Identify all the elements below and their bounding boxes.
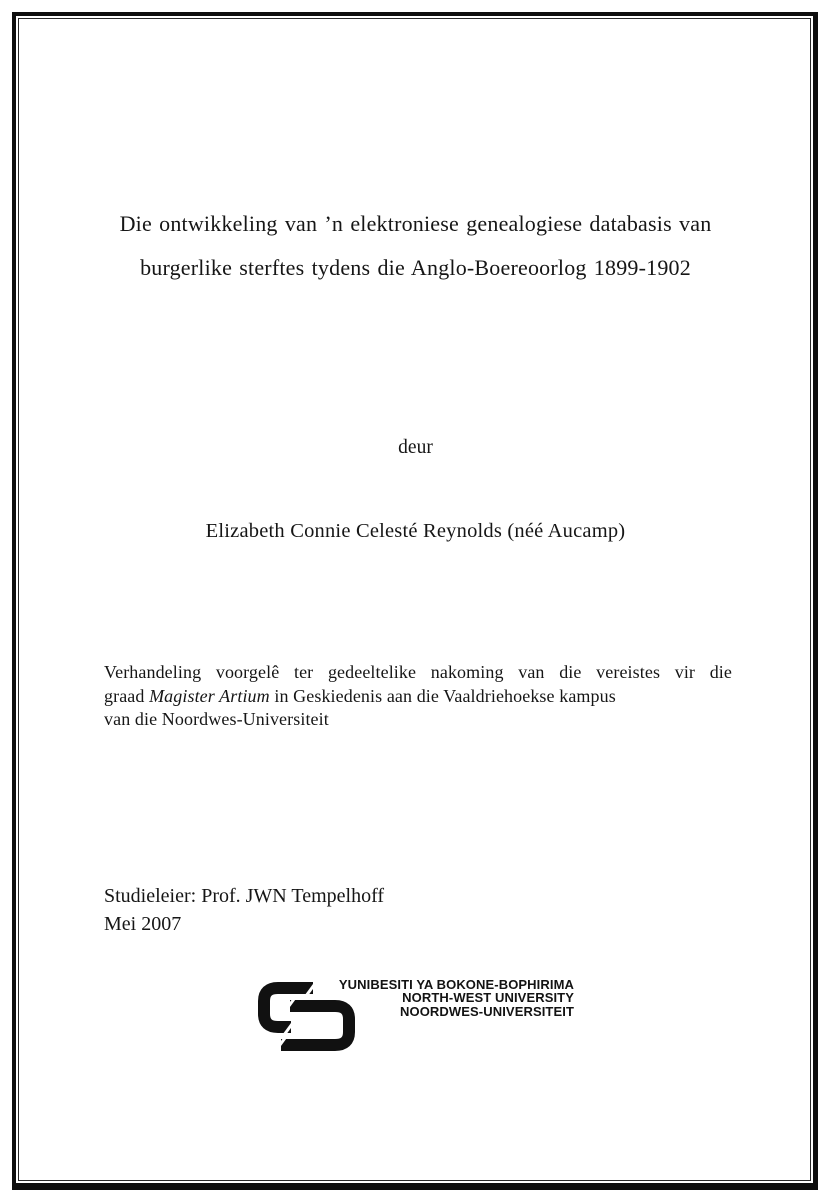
supervisor-block: [104, 882, 384, 938]
date-line: Mei 2007: [104, 913, 182, 935]
statement-line-2-prefix: graad: [104, 685, 150, 706]
statement-line-2: [104, 685, 732, 709]
statement-line-2-suffix: in Geskiedenis aan die Vaaldriehoekse kampus: [269, 685, 616, 706]
logo-text-setswana: YUNIBESITI YA BOKONE-BOPHIRIMA: [338, 977, 574, 992]
logo-text-english: NORTH-WEST UNIVERSITY: [402, 990, 574, 1006]
logo-text-afrikaans: NOORDWES-UNIVERSITEIT: [400, 1003, 574, 1019]
statement-line-3: van die Noordwes-Universiteit: [104, 709, 329, 729]
supervisor-line: Studieleier: Prof. JWN Tempelhoff: [104, 885, 385, 907]
byline-deur: deur: [398, 437, 433, 458]
statement-line-1: Verhandeling voorgelê ter gedeeltelike nakoming van die vereistes vir die: [104, 662, 732, 682]
degree-name-italic: Magister Artium: [149, 685, 270, 706]
university-logo-text: [318, 978, 574, 1018]
submission-statement: [104, 661, 732, 732]
thesis-title-line-2: burgerlike sterftes tydens die Anglo-Boereoorlog 1899-1902: [140, 255, 691, 280]
thesis-title: [60, 202, 771, 290]
author-name: Elizabeth Connie Celesté Reynolds (néé Aucamp): [205, 520, 626, 542]
thesis-title-line-1: Die ontwikkeling van ’n elektroniese genealogiese databasis van: [119, 211, 712, 236]
